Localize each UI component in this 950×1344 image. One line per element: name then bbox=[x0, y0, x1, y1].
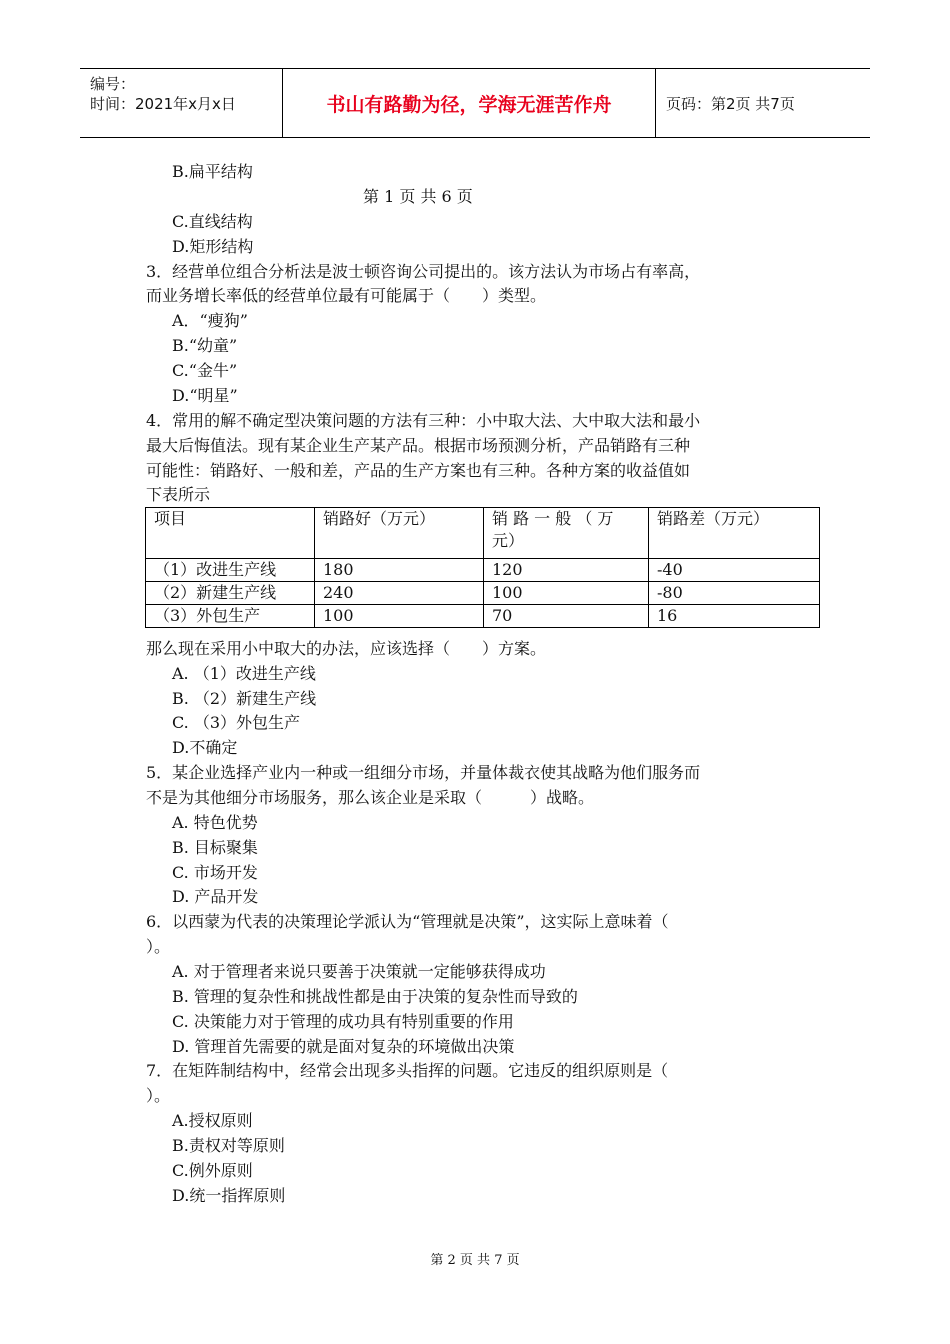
question-5-option: B. 目标聚集 bbox=[172, 838, 258, 857]
page-header bbox=[80, 68, 870, 138]
question-7-text: 7．在矩阵制结构中，经常会出现多头指挥的问题。它违反的组织原则是（ bbox=[146, 1061, 669, 1080]
table-cell: 16 bbox=[649, 605, 820, 628]
table-cell: -40 bbox=[649, 559, 820, 582]
question-3-text: 而业务增长率低的经营单位最有可能属于（ ）类型。 bbox=[146, 286, 547, 305]
question-5-text: 不是为其他细分市场服务，那么该企业是采取（ ）战略。 bbox=[146, 788, 595, 807]
header-info-cell bbox=[80, 69, 283, 137]
question-7-option: D.统一指挥原则 bbox=[172, 1186, 286, 1205]
table-cell: （1）改进生产线 bbox=[146, 559, 315, 582]
question-4-text: 4．常用的解不确定型决策问题的方法有三种：小中取大法、大中取大法和最小 bbox=[146, 411, 701, 430]
table-header-cell: 项目 bbox=[146, 508, 315, 559]
table-row bbox=[146, 582, 820, 605]
table-cell: 180 bbox=[315, 559, 484, 582]
table-cell: （2）新建生产线 bbox=[146, 582, 315, 605]
table-cell: 100 bbox=[484, 582, 649, 605]
question-6-option: B. 管理的复杂性和挑战性都是由于决策的复杂性而导致的 bbox=[172, 987, 578, 1006]
table-cell: -80 bbox=[649, 582, 820, 605]
table-header-cell: 销路差（万元） bbox=[649, 508, 820, 559]
page-footer: 第 2 页 共 7 页 bbox=[430, 1253, 520, 1268]
question-6-option: C. 决策能力对于管理的成功具有特别重要的作用 bbox=[172, 1012, 514, 1031]
question-3-option: A．“瘦狗” bbox=[172, 311, 248, 330]
header-number: 编号： bbox=[90, 75, 136, 93]
question-4-option: C. （3）外包生产 bbox=[172, 713, 301, 732]
table-cell: （3）外包生产 bbox=[146, 605, 315, 628]
question-6-text: ）。 bbox=[146, 937, 171, 956]
payoff-table bbox=[145, 507, 820, 628]
header-time: 时间：2021年x月x日 bbox=[90, 95, 236, 113]
inner-page-number: 第 1 页 共 6 页 bbox=[363, 187, 473, 206]
question-4-text: 那么现在采用小中取大的办法，应该选择（ ）方案。 bbox=[146, 639, 547, 658]
question-7-option: A.授权原则 bbox=[172, 1111, 253, 1130]
question-5-option: C. 市场开发 bbox=[172, 863, 258, 882]
question-6-option: A. 对于管理者来说只要善于决策就一定能够获得成功 bbox=[172, 962, 546, 981]
question-5-option: D. 产品开发 bbox=[172, 887, 259, 906]
question-5-text: 5．某企业选择产业内一种或一组细分市场，并量体裁衣使其战略为他们服务而 bbox=[146, 763, 701, 782]
question-4-text: 下表所示 bbox=[146, 485, 211, 504]
question-6-text: 6．以西蒙为代表的决策理论学派认为“管理就是决策”，这实际上意味着（ bbox=[146, 912, 669, 931]
question-4-text: 最大后悔值法。现有某企业生产某产品。根据市场预测分析，产品销路有三种 bbox=[146, 436, 691, 455]
table-header-cell: 销路好（万元） bbox=[315, 508, 484, 559]
header-page-info: 页码：第2页 共7页 bbox=[666, 94, 795, 113]
question-4-option: A. （1）改进生产线 bbox=[172, 664, 316, 683]
option-line: C.直线结构 bbox=[172, 212, 253, 231]
question-4-text: 可能性：销路好、一般和差，产品的生产方案也有三种。各种方案的收益值如 bbox=[146, 461, 691, 480]
table-cell: 100 bbox=[315, 605, 484, 628]
question-3-option: C.“金牛” bbox=[172, 361, 238, 380]
table-cell: 240 bbox=[315, 582, 484, 605]
table-cell: 120 bbox=[484, 559, 649, 582]
question-7-text: ）。 bbox=[146, 1086, 171, 1105]
table-row bbox=[146, 559, 820, 582]
table-header-cell: 销 路 一 般 （ 万 元） bbox=[484, 508, 649, 559]
question-5-option: A. 特色优势 bbox=[172, 813, 258, 832]
option-line: D.矩形结构 bbox=[172, 237, 254, 256]
question-4-option: B. （2）新建生产线 bbox=[172, 689, 317, 708]
option-line: B.扁平结构 bbox=[172, 162, 253, 181]
question-3-text: 3．经营单位组合分析法是波士顿咨询公司提出的。该方法认为市场占有率高， bbox=[146, 262, 701, 281]
question-4-option: D.不确定 bbox=[172, 738, 238, 757]
question-3-option: B.“幼童” bbox=[172, 336, 238, 355]
question-6-option: D. 管理首先需要的就是面对复杂的环境做出决策 bbox=[172, 1037, 515, 1056]
table-cell: 70 bbox=[484, 605, 649, 628]
table-header-row bbox=[146, 508, 820, 559]
question-7-option: C.例外原则 bbox=[172, 1161, 253, 1180]
header-motto: 书山有路勤为径，学海无涯苦作舟 bbox=[283, 69, 656, 137]
question-7-option: B.责权对等原则 bbox=[172, 1136, 285, 1155]
table-row bbox=[146, 605, 820, 628]
question-3-option: D.“明星” bbox=[172, 386, 238, 405]
header-page-cell bbox=[656, 69, 870, 137]
